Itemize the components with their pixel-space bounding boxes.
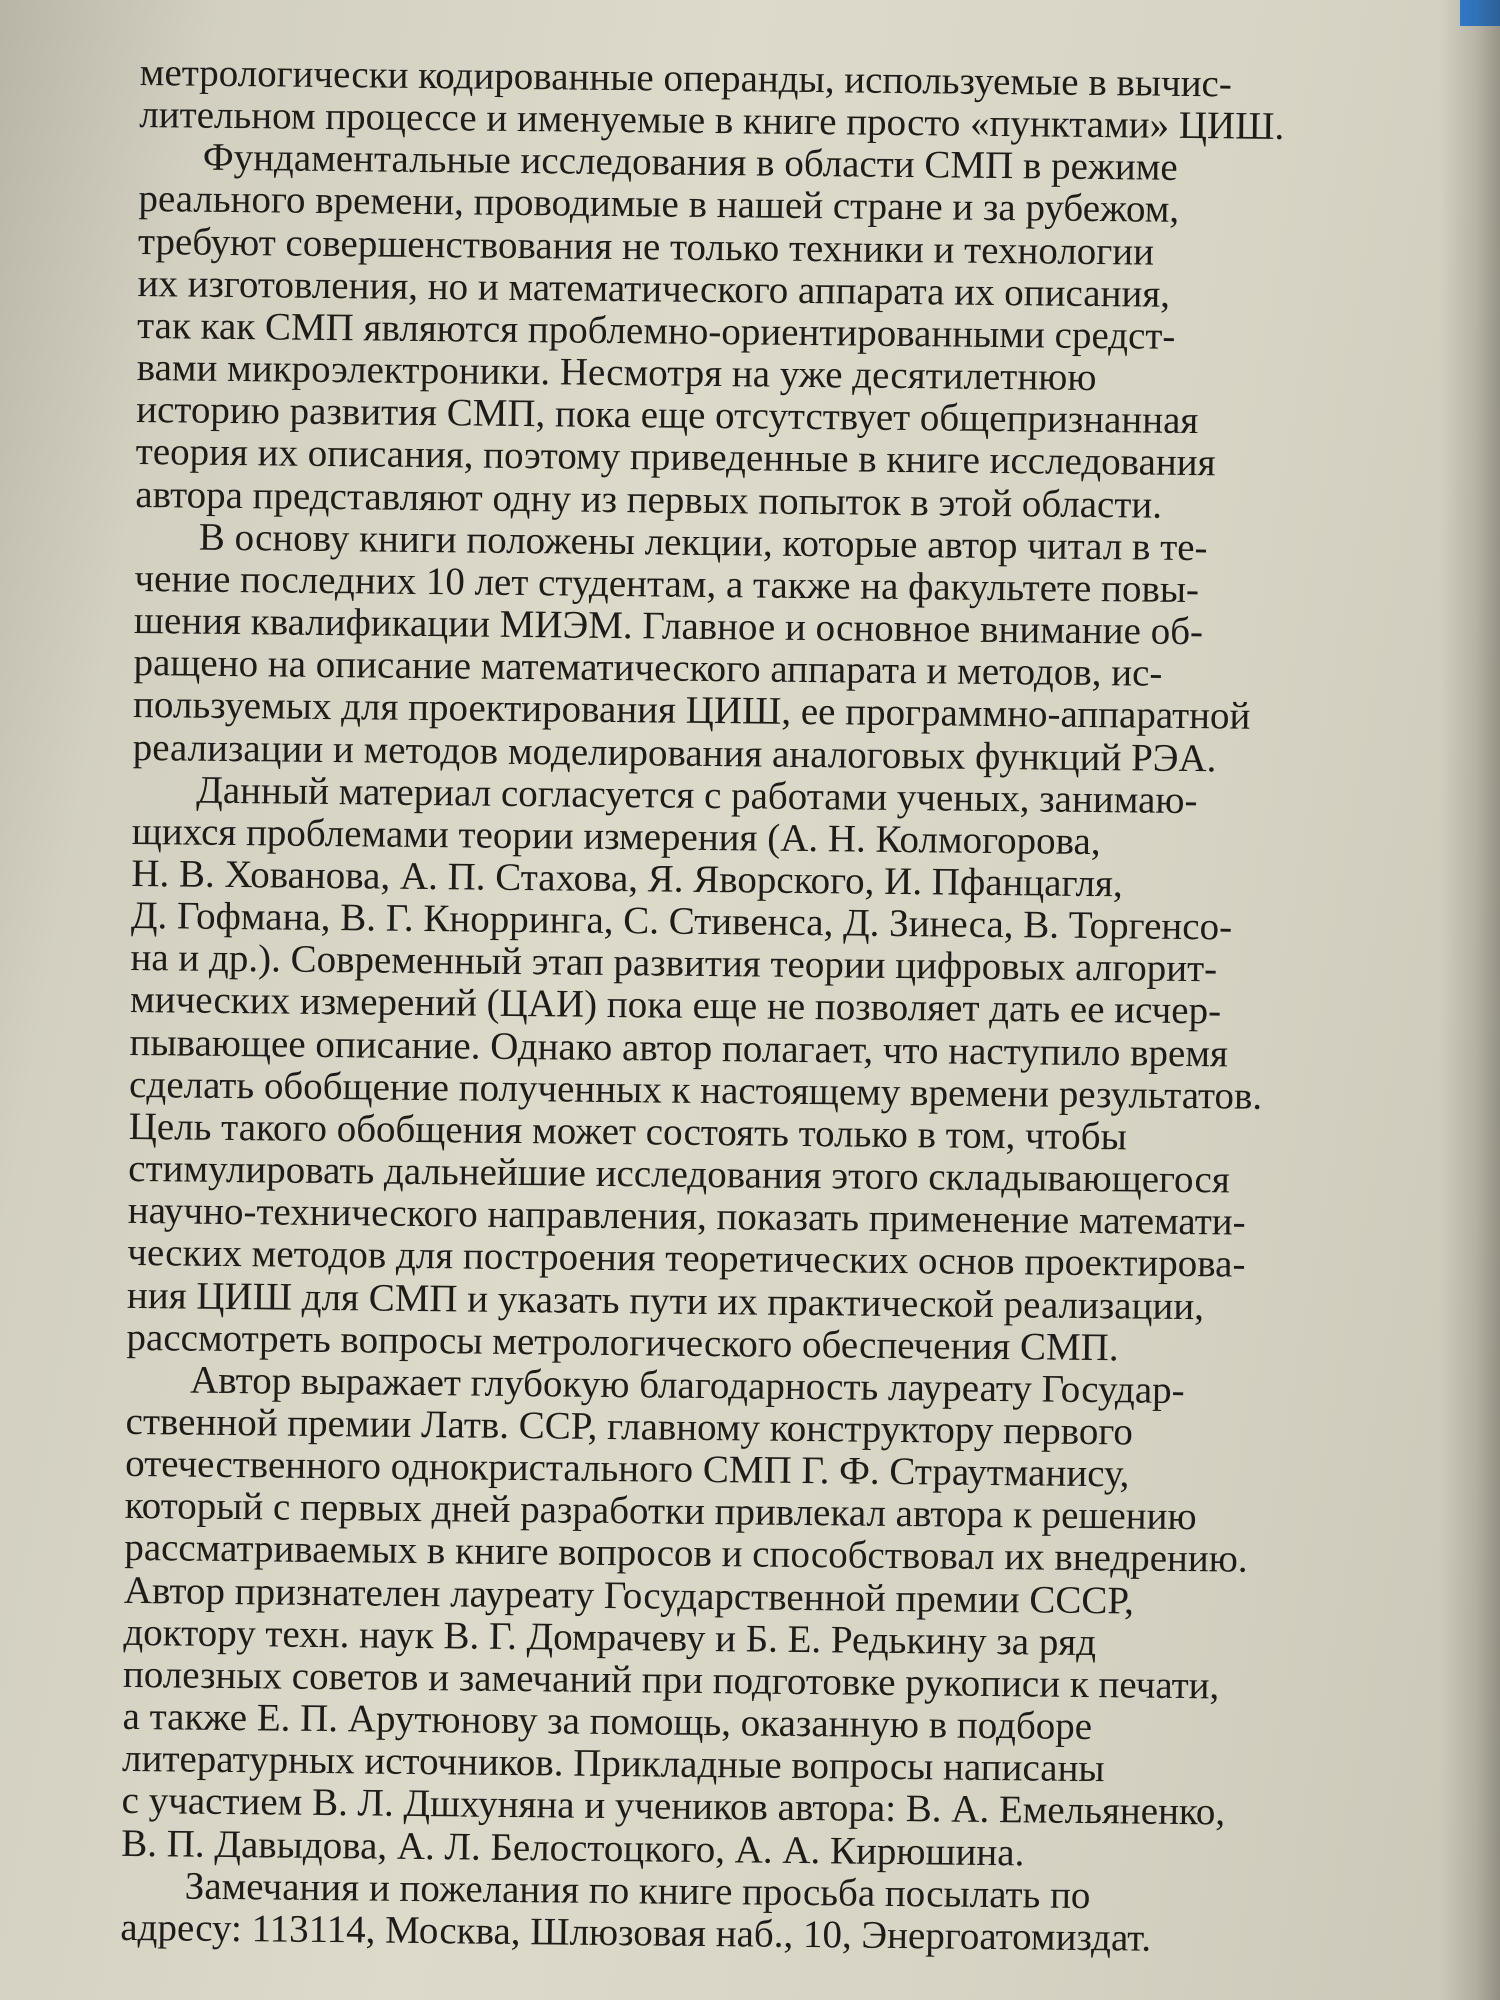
text-line: пывающее описание. Однако автор полагает, что наступило время xyxy=(129,1020,1229,1076)
text-line: Данный материал согласуется с работами ученых, занимаю- xyxy=(196,768,1198,822)
text-line: полезных советов и замечаний при подготовке рукописи к печати, xyxy=(122,1652,1220,1708)
text-line: Фундаментальные исследования в области СМП в режиме xyxy=(202,135,1178,190)
text-line: лительном процессе и именуемые в книге просто «пунктами» ЦИШ. xyxy=(139,93,1285,149)
text-line: теория их описания, поэтому приведенные в книге исследования xyxy=(135,430,1216,485)
paragraph-3 xyxy=(132,516,1400,782)
text-line: рассматриваемых в книге вопросов и способствовал их внедрению. xyxy=(124,1526,1248,1582)
text-line: щихся проблемами теории измерения (А. Н. Колмогорова, xyxy=(131,809,1101,863)
paragraph-2 xyxy=(135,136,1404,529)
text-line: требуют совершенствования не только техники и технологии xyxy=(137,219,1155,274)
text-line: шения квалификации МИЭМ. Главное и основное внимание об- xyxy=(133,599,1204,654)
text-line: вами микроэлектроники. Несмотря на уже десятилетнюю xyxy=(136,346,1097,400)
text-line: чение последних 10 лет студентам, а также на факультете повы- xyxy=(134,556,1200,611)
text-line: который с первых дней разработки привлекал автора к решению xyxy=(124,1484,1197,1539)
text-line: реализации и методов моделирования аналоговых функций РЭА. xyxy=(132,725,1217,780)
text-line: рассмотреть вопросы метрологического обеспечения СМП. xyxy=(126,1315,1119,1370)
text-line: Автор выражает глубокую благодарность лауреату Государ- xyxy=(189,1358,1185,1412)
text-line: их изготовления, но и математического аппарата их описания, xyxy=(137,261,1171,316)
text-line: историю развития СМП, пока еще отсутствует общепризнанная xyxy=(136,388,1199,443)
paragraph-4 xyxy=(126,769,1397,1372)
text-line: реального времени, проводимые в нашей стране и за рубежом, xyxy=(138,177,1180,232)
text-line: адресу: 113114, Москва, Шлюзовая наб., 10, Энергоатомиздат. xyxy=(120,1905,1152,1960)
text-line: ния ЦИШ для СМП и указать пути их практической реализации, xyxy=(126,1273,1205,1328)
paragraph-6 xyxy=(120,1865,1386,1963)
text-line: Автор признателен лауреату Государственной премии СССР, xyxy=(123,1568,1135,1623)
text-line: а также Е. П. Арутюнову за помощь, оказанную в подборе xyxy=(122,1695,1093,1749)
page-edge-shadow xyxy=(1440,0,1500,2000)
text-line: пользуемых для проектирования ЦИШ, ее программно-аппаратной xyxy=(132,683,1251,739)
text-line: Д. Гофмана, В. Г. Кнорринга, С. Стивенса, Д. Зинеса, В. Торгенсо- xyxy=(130,894,1233,949)
text-line: доктору техн. наук В. Г. Домрачеву и Б. Е. Редькину за ряд xyxy=(123,1610,1097,1664)
text-line: Замечания и пожелания по книге просьба посылать по xyxy=(184,1864,1091,1917)
text-line: ращено на описание математического аппарата и методов, ис- xyxy=(133,641,1163,695)
book-page-text xyxy=(120,52,1405,1995)
text-line: сделать обобщение полученных к настоящему времени результатов. xyxy=(128,1062,1263,1118)
text-line: Н. В. Хованова, А. П. Стахова, Я. Яворского, И. Пфанцагля, xyxy=(131,851,1123,906)
text-line: В основу книги положены лекции, которые автор читал в те- xyxy=(198,515,1208,569)
text-line: научно-технического направления, показать применение математи- xyxy=(127,1189,1246,1244)
text-line: мических измерений (ЦАИ) пока еще не позволяет дать ее исчер- xyxy=(129,978,1222,1033)
text-line: автора представляют одну из первых попыток в этой области. xyxy=(135,472,1163,527)
text-line: ческих методов для построения теоретических основ проектирова- xyxy=(127,1231,1246,1287)
text-line: стимулировать дальнейшие исследования этого складывающегося xyxy=(128,1147,1231,1202)
paragraph-1 xyxy=(139,52,1405,150)
text-line: метрологически кодированные операнды, используемые в вычис- xyxy=(139,51,1233,106)
text-line: с участием В. Л. Дшхуняна и учеников автора: В. А. Емельяненко, xyxy=(121,1779,1226,1834)
text-line: так как СМП являются проблемно-ориентированными средст- xyxy=(136,303,1176,358)
text-line: ственной премии Латв. ССР, главному конструктору первого xyxy=(125,1399,1134,1454)
text-line: В. П. Давыдова, А. Л. Белостоцкого, А. А. Кирюшина. xyxy=(121,1821,1025,1874)
text-line: Цель такого обобщения может состоять только в том, чтобы xyxy=(128,1104,1128,1159)
paragraph-5 xyxy=(121,1359,1391,1878)
text-line: литературных источников. Прикладные вопросы написаны xyxy=(121,1737,1105,1791)
text-line: на и др.). Современный этап развития теории цифровых алгорит- xyxy=(130,936,1218,991)
text-line: отечественного однокристального СМП Г. Ф. Страутманису, xyxy=(124,1442,1130,1496)
